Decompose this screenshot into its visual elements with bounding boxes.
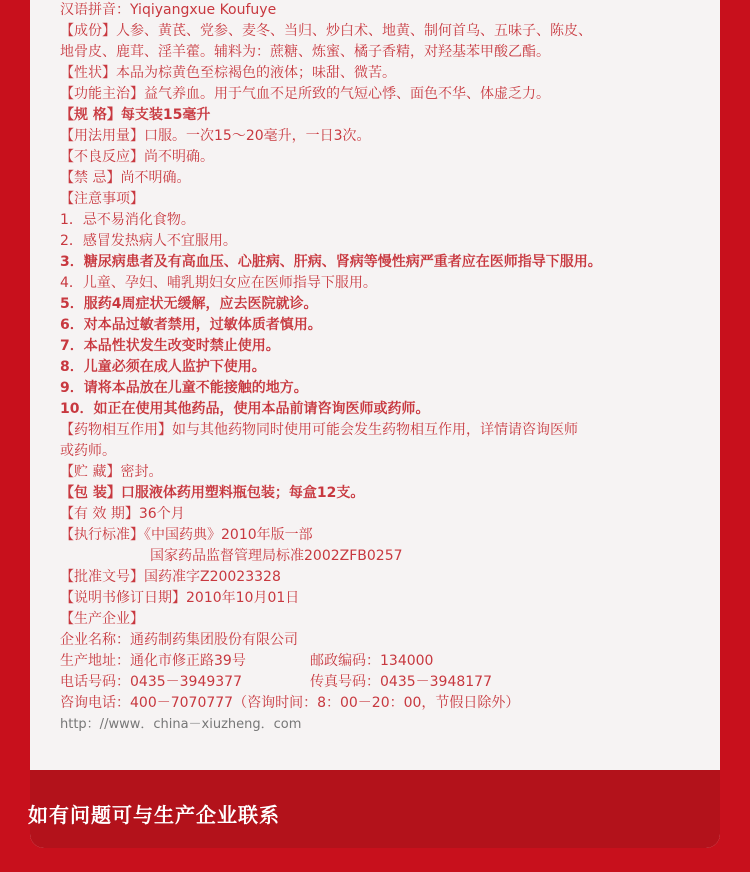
phone-row (60, 672, 710, 693)
company-line: 企业名称：通药制药集团股份有限公司 (60, 632, 298, 648)
footer-contact-note: 如有问题可与生产企业联系 (28, 803, 280, 827)
note-item: 9．请将本品放在儿童不能接触的地方。 (60, 380, 308, 396)
address-text: 生产地址：通化市修正路39号 (60, 653, 246, 669)
composition-line-1: 【成份】人参、黄芪、党参、麦冬、当归、炒白术、地黄、制何首乌、五味子、陈皮、 (60, 23, 592, 39)
interaction-line-2: 或药师。 (60, 443, 116, 459)
postcode-text: 邮政编码：134000 (310, 653, 434, 669)
note-item: 5．服药4周症状无缓解，应去医院就诊。 (60, 296, 318, 312)
contraindication-line: 【禁 忌】尚不明确。 (60, 170, 191, 186)
note-item: 8．儿童必须在成人监护下使用。 (60, 359, 266, 375)
note-item: 6．对本品过敏者禁用，过敏体质者慎用。 (60, 317, 322, 333)
phone-text: 电话号码：0435－3949377 (60, 674, 242, 690)
note-item: 3．糖尿病患者及有高血压、心脏病、肝病、肾病等慢性病严重者应在医师指导下服用。 (60, 254, 602, 270)
address-row (60, 651, 710, 672)
note-item: 10．如正在使用其他药品，使用本品前请咨询医师或药师。 (60, 401, 430, 417)
note-item: 4．儿童、孕妇、哺乳期妇女应在医师指导下服用。 (60, 275, 377, 291)
fax-text: 传真号码：0435－3948177 (310, 674, 492, 690)
hotline-line: 咨询电话：400－7070777（咨询时间：8：00－20：00，节假日除外） (60, 695, 520, 711)
storage-line: 【贮 藏】密封。 (60, 464, 163, 480)
leaflet-text (60, 0, 710, 735)
approval-line: 【批准文号】国药准字Z20023328 (60, 569, 281, 585)
standard-line: 【执行标准】《中国药典》2010年版一部 (60, 527, 313, 543)
notes-title: 【注意事项】 (60, 191, 144, 207)
revision-line: 【说明书修订日期】2010年10月01日 (60, 590, 300, 606)
indication-line: 【功能主治】益气养血。用于气血不足所致的气短心悸、面色不华、体虚乏力。 (60, 86, 550, 102)
properties-line: 【性状】本品为棕黄色至棕褐色的液体；味甜、微苦。 (60, 65, 396, 81)
instruction-sheet (30, 0, 720, 848)
validity-line: 【有 效 期】36个月 (60, 506, 185, 522)
note-item: 1．忌不易消化食物。 (60, 212, 195, 228)
standard-line-2: 国家药品监督管理局标准2002ZFB0257 (150, 548, 403, 564)
interaction-line-1: 【药物相互作用】如与其他药物同时使用可能会发生药物相互作用，详情请咨询医师 (60, 422, 578, 438)
manufacturer-title: 【生产企业】 (60, 611, 144, 627)
note-item: 7．本品性状发生改变时禁止使用。 (60, 338, 280, 354)
adverse-line: 【不良反应】尚不明确。 (60, 149, 214, 165)
composition-line-2: 地骨皮、鹿茸、淫羊藿。辅料为：蔗糖、炼蜜、橘子香精，对羟基苯甲酸乙酯。 (60, 44, 550, 60)
spec-line: 【规 格】每支装15毫升 (60, 107, 211, 123)
pinyin-line: 汉语拼音：Yiqiyangxue Koufuye (60, 2, 277, 18)
usage-line: 【用法用量】口服。一次15～20毫升，一日3次。 (60, 128, 371, 144)
note-item: 2．感冒发热病人不宜服用。 (60, 233, 237, 249)
package-line: 【包 装】口服液体药用塑料瓶包装；每盒12支。 (60, 485, 365, 501)
website-link[interactable]: http：//www．china－xiuzheng．com (60, 717, 302, 732)
